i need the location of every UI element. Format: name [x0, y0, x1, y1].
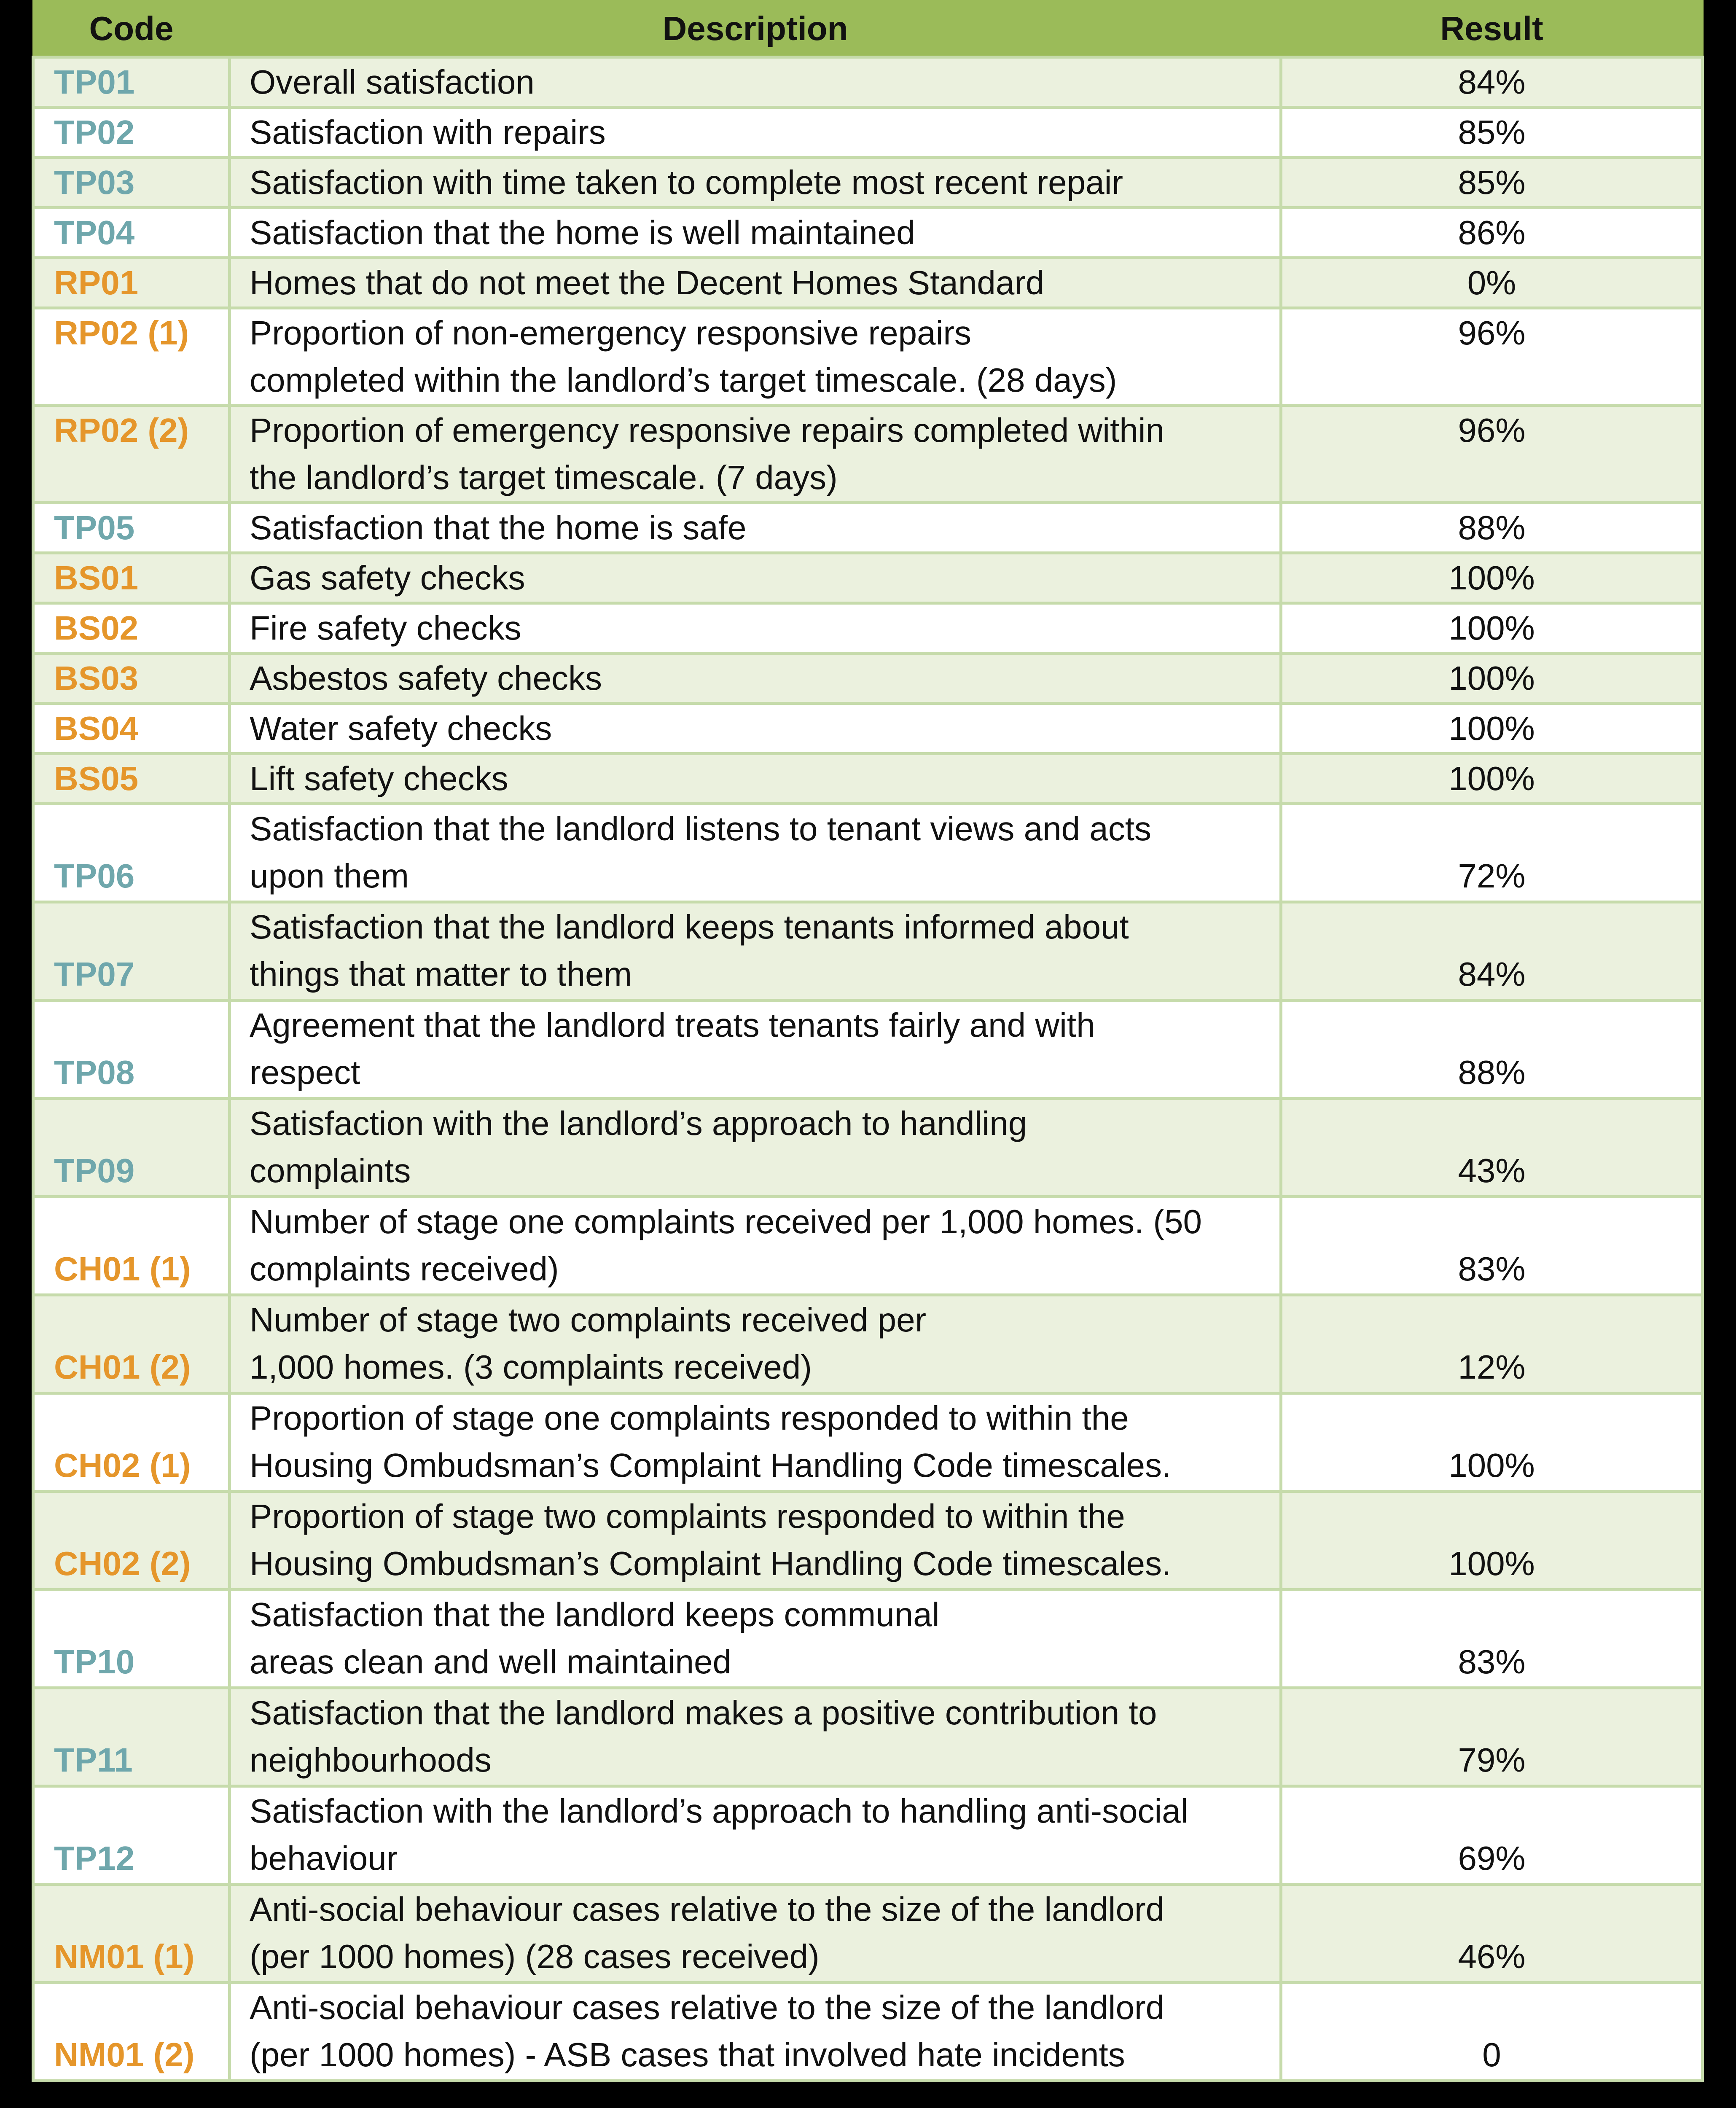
row-description-line: 1,000 homes. (3 complaints received) — [250, 1348, 812, 1386]
table-row — [33, 108, 1703, 158]
row-description: Gas safety checks — [230, 553, 1281, 603]
table-row — [33, 553, 1703, 603]
row-result: 100% — [1281, 754, 1703, 804]
row-code: RP02 (1) — [33, 308, 230, 406]
row-result: 85% — [1281, 108, 1703, 158]
row-description-line: Housing Ombudsman’s Complaint Handling Code timescales. — [250, 1447, 1172, 1484]
row-description-line: the landlord’s target timescale. (7 days) — [250, 459, 838, 496]
row-code: TP03 — [33, 158, 230, 208]
row-code: NM01 (2) — [33, 1983, 230, 2081]
table-row — [33, 1197, 1703, 1295]
row-description-line: Proportion of emergency responsive repairs completed within — [250, 411, 1164, 449]
row-description: Homes that do not meet the Decent Homes Standard — [230, 258, 1281, 308]
row-code: BS02 — [33, 603, 230, 653]
row-result: 84% — [1281, 57, 1703, 108]
table-row — [33, 1885, 1703, 1983]
row-result: 100% — [1281, 553, 1703, 603]
row-description — [230, 1885, 1281, 1983]
row-code: TP06 — [33, 804, 230, 902]
row-result: 100% — [1281, 653, 1703, 704]
row-description — [230, 804, 1281, 902]
row-description-line: complaints — [250, 1152, 411, 1189]
table-row — [33, 1983, 1703, 2081]
row-code: CH02 (1) — [33, 1393, 230, 1492]
row-description-line: Satisfaction that the landlord makes a positive contribution to — [250, 1694, 1157, 1732]
row-description — [230, 1295, 1281, 1393]
row-code: TP02 — [33, 108, 230, 158]
row-description-line: Satisfaction that the landlord keeps communal — [250, 1596, 940, 1633]
row-description-line: respect — [250, 1054, 360, 1091]
row-code: BS01 — [33, 553, 230, 603]
table-row — [33, 158, 1703, 208]
table-row — [33, 754, 1703, 804]
table-row — [33, 1295, 1703, 1393]
row-code: TP01 — [33, 57, 230, 108]
row-result: 100% — [1281, 603, 1703, 653]
row-description-line: Agreement that the landlord treats tenants fairly and with — [250, 1006, 1095, 1044]
row-description-line: Anti-social behaviour cases relative to the size of the landlord — [250, 1890, 1165, 1928]
row-code: TP04 — [33, 208, 230, 258]
header-row — [33, 1, 1703, 57]
row-code: TP10 — [33, 1590, 230, 1688]
table-row — [33, 1099, 1703, 1197]
table-row — [33, 308, 1703, 406]
row-description — [230, 1492, 1281, 1590]
row-result: 100% — [1281, 1492, 1703, 1590]
row-description-line: (per 1000 homes) - ASB cases that involved hate incidents — [250, 2036, 1125, 2073]
row-description — [230, 406, 1281, 503]
row-description-line: Number of stage one complaints received per 1,000 homes. (50 — [250, 1203, 1202, 1240]
row-result: 88% — [1281, 1000, 1703, 1099]
row-description-line: (per 1000 homes) (28 cases received) — [250, 1938, 820, 1975]
row-description-line: Satisfaction with the landlord’s approach to handling anti-social — [250, 1792, 1188, 1830]
header-result: Result — [1281, 1, 1703, 57]
row-result: 85% — [1281, 158, 1703, 208]
row-description — [230, 1000, 1281, 1099]
row-description: Satisfaction that the home is safe — [230, 503, 1281, 553]
row-description — [230, 308, 1281, 406]
row-description-line: complaints received) — [250, 1250, 559, 1288]
row-description-line: behaviour — [250, 1839, 398, 1877]
row-description-line: Proportion of stage two complaints responded to within the — [250, 1498, 1125, 1535]
row-code: BS03 — [33, 653, 230, 704]
table-row — [33, 1492, 1703, 1590]
table-row — [33, 208, 1703, 258]
row-result: 79% — [1281, 1688, 1703, 1786]
row-description-line: Anti-social behaviour cases relative to the size of the landlord — [250, 1989, 1165, 2026]
table-row — [33, 1393, 1703, 1492]
row-code: BS05 — [33, 754, 230, 804]
row-result: 12% — [1281, 1295, 1703, 1393]
row-description-line: neighbourhoods — [250, 1741, 492, 1779]
row-result: 88% — [1281, 503, 1703, 553]
table-row — [33, 406, 1703, 503]
table-row — [33, 603, 1703, 653]
row-description-line: things that matter to them — [250, 955, 632, 993]
row-description-line: areas clean and well maintained — [250, 1643, 731, 1680]
row-code: TP08 — [33, 1000, 230, 1099]
row-result: 83% — [1281, 1590, 1703, 1688]
row-result: 100% — [1281, 704, 1703, 754]
row-description — [230, 1786, 1281, 1885]
row-code: TP12 — [33, 1786, 230, 1885]
table-row — [33, 1786, 1703, 1885]
row-description — [230, 1393, 1281, 1492]
row-code: NM01 (1) — [33, 1885, 230, 1983]
row-description: Satisfaction with time taken to complete most recent repair — [230, 158, 1281, 208]
row-description: Water safety checks — [230, 704, 1281, 754]
table-row — [33, 653, 1703, 704]
row-description: Satisfaction with repairs — [230, 108, 1281, 158]
row-description: Lift safety checks — [230, 754, 1281, 804]
row-description — [230, 1197, 1281, 1295]
row-result: 46% — [1281, 1885, 1703, 1983]
row-result: 96% — [1281, 406, 1703, 503]
table-row — [33, 704, 1703, 754]
row-code: RP01 — [33, 258, 230, 308]
row-code: CH01 (2) — [33, 1295, 230, 1393]
row-description-line: Housing Ombudsman’s Complaint Handling Code timescales. — [250, 1545, 1172, 1582]
row-description — [230, 1688, 1281, 1786]
row-code: RP02 (2) — [33, 406, 230, 503]
table-row — [33, 1000, 1703, 1099]
row-result: 72% — [1281, 804, 1703, 902]
table-row — [33, 1688, 1703, 1786]
row-description-line: Satisfaction with the landlord’s approach to handling — [250, 1105, 1027, 1142]
table-row — [33, 1590, 1703, 1688]
row-result: 0% — [1281, 258, 1703, 308]
row-description — [230, 1099, 1281, 1197]
row-description-line: Number of stage two complaints received per — [250, 1301, 927, 1339]
header-description: Description — [230, 1, 1281, 57]
row-code: TP11 — [33, 1688, 230, 1786]
row-code: CH02 (2) — [33, 1492, 230, 1590]
table-row — [33, 503, 1703, 553]
row-result: 84% — [1281, 902, 1703, 1000]
row-description-line: Proportion of stage one complaints responded to within the — [250, 1399, 1129, 1437]
row-result: 0 — [1281, 1983, 1703, 2081]
row-code: CH01 (1) — [33, 1197, 230, 1295]
table-row — [33, 258, 1703, 308]
row-result: 69% — [1281, 1786, 1703, 1885]
row-code: BS04 — [33, 704, 230, 754]
row-description-line: upon them — [250, 857, 409, 895]
row-description: Satisfaction that the home is well maintained — [230, 208, 1281, 258]
table-row — [33, 902, 1703, 1000]
row-result: 100% — [1281, 1393, 1703, 1492]
tsm-results-table — [32, 0, 1704, 2082]
row-description-line: Satisfaction that the landlord keeps tenants informed about — [250, 908, 1129, 946]
row-result: 96% — [1281, 308, 1703, 406]
row-description-line: Satisfaction that the landlord listens to tenant views and acts — [250, 810, 1152, 847]
row-code: TP07 — [33, 902, 230, 1000]
row-result: 83% — [1281, 1197, 1703, 1295]
row-description — [230, 1590, 1281, 1688]
row-description — [230, 1983, 1281, 2081]
row-code: TP05 — [33, 503, 230, 553]
table-row — [33, 804, 1703, 902]
row-code: TP09 — [33, 1099, 230, 1197]
row-description: Fire safety checks — [230, 603, 1281, 653]
row-result: 86% — [1281, 208, 1703, 258]
row-description: Asbestos safety checks — [230, 653, 1281, 704]
row-description-line: Proportion of non-emergency responsive repairs — [250, 314, 971, 352]
row-description-line: completed within the landlord’s target timescale. (28 days) — [250, 361, 1117, 399]
row-description: Overall satisfaction — [230, 57, 1281, 108]
header-code: Code — [33, 1, 230, 57]
row-result: 43% — [1281, 1099, 1703, 1197]
row-description — [230, 902, 1281, 1000]
table-row — [33, 57, 1703, 108]
